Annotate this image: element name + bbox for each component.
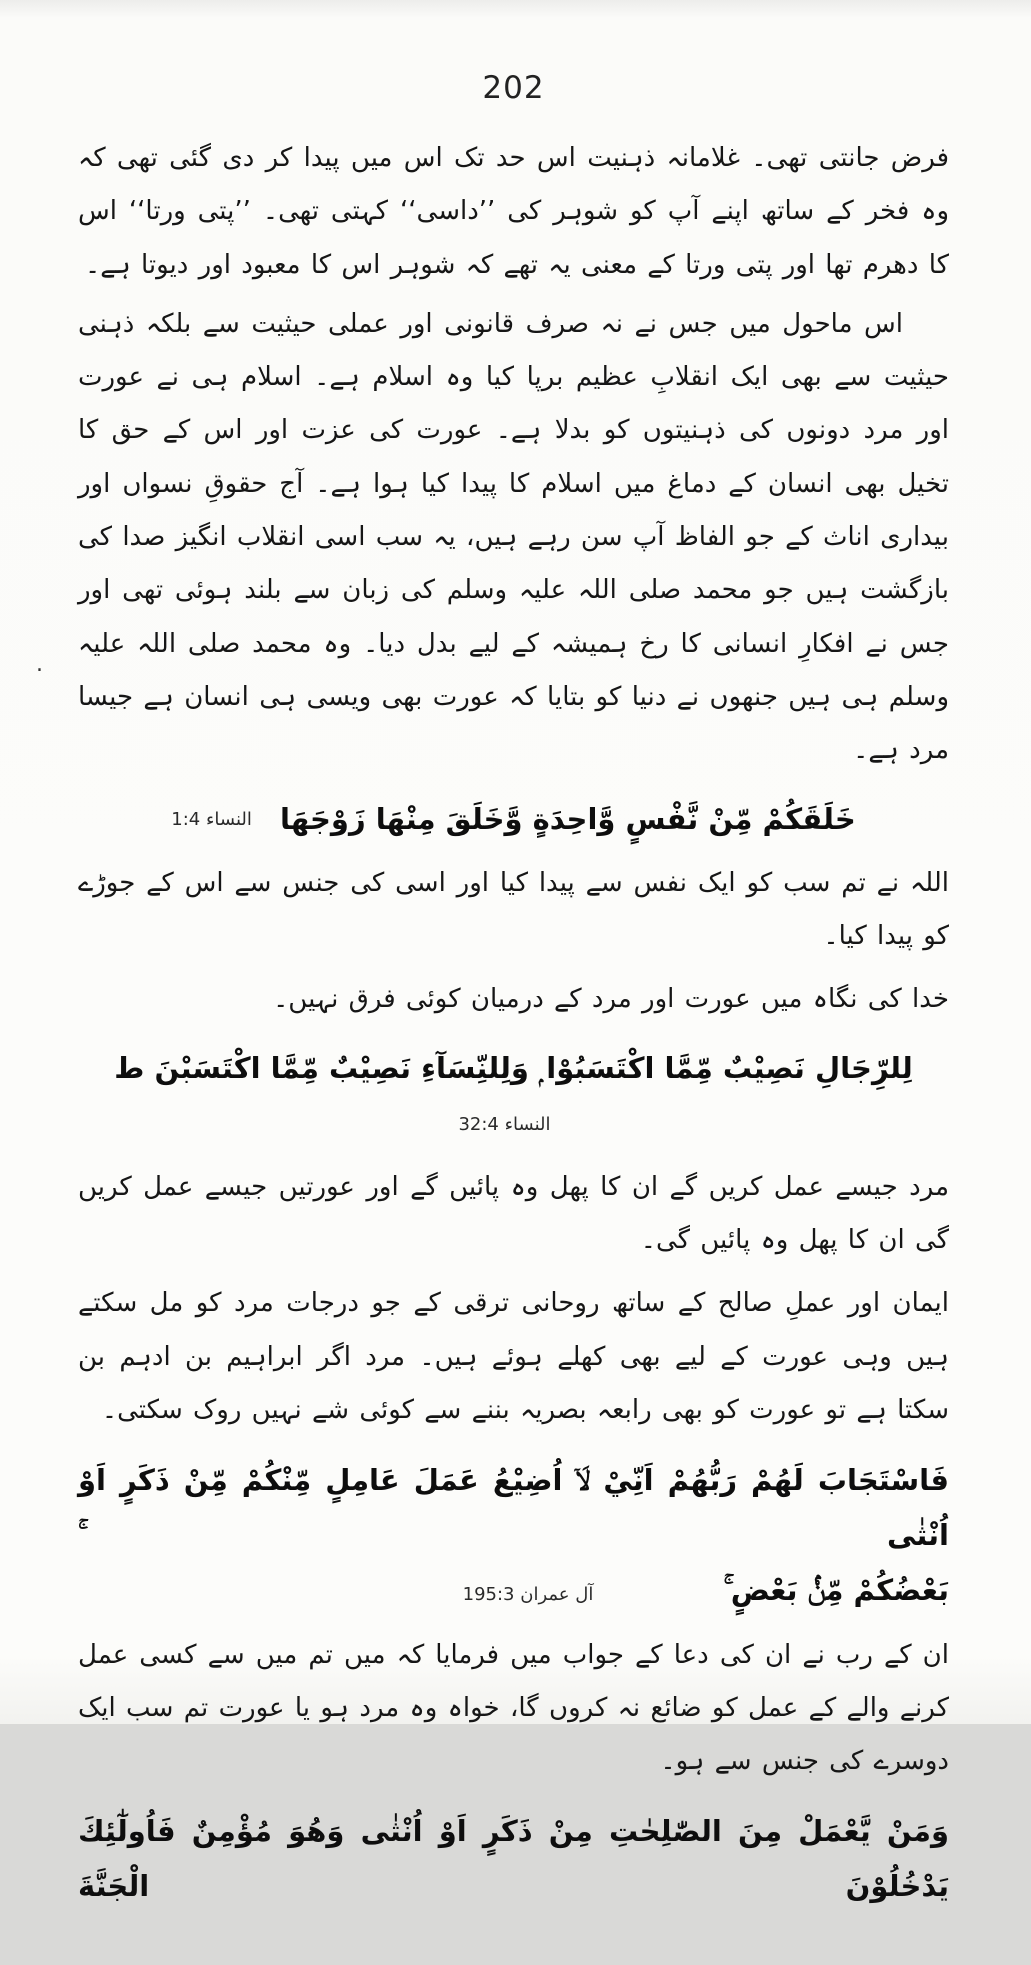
page-number: 202: [482, 70, 545, 106]
verse-text: خَلَقَكُمْ مِّنْ نَّفْسٍ وَّاحِدَةٍ وَّخَلَقَ مِنْهَا زَوْجَهَا: [280, 801, 856, 836]
verse-reference: آل عمران 195:3: [462, 1584, 594, 1606]
verse-reference: النساء 1:4: [171, 809, 252, 831]
translation-nisa-32: مرد جیسے عمل کریں گے ان کا پھل وہ پائیں گے اور عورتیں جیسے عمل کریں گی ان کا پھل وہ پائیں گی۔: [78, 1171, 949, 1256]
translation-nisa-1: اللہ نے تم سب کو ایک نفس سے پیدا کیا اور اسی کی جنس سے اس کے جوڑے کو پیدا کیا۔: [78, 867, 949, 951]
translation-aal-imran-195: ان کے رب نے ان کی دعا کے جواب میں فرمایا کہ میں تم میں سے کسی عمل کرنے والے کے عمل کو ضائع نہ کروں گا، خواہ وہ مرد ہو یا عورت تم سب ایک دوسرے کی جنس سے ہو۔: [78, 1639, 949, 1777]
verse-text: لِلرِّجَالِ نَصِيْبٌ مِّمَّا اكْتَسَبُوْا ۭ وَلِلنِّسَآءِ نَصِيْبٌ مِّمَّا اكْتَسَبْنَ ط: [114, 1050, 913, 1085]
verse-reference: النساء 32:4: [458, 1113, 551, 1135]
verse-text: بَعْضُكُمْ مِّنْۢ بَعْضٍ ۚ: [723, 1573, 949, 1608]
paragraph-islam-revolution: اس ماحول میں جس نے نہ صرف قانونی اور عملی حیثیت سے بلکہ ذہنی حیثیت سے بھی ایک انقلابِ عظیم برپا کیا وہ اسلام ہے۔ اسلام ہی نے عورت اور مرد دونوں کی ذہنیتوں کو بدلا ہے۔ عورت کی عزت اور اس کے حق کا تخیل بھی انسان کے دماغ میں اسلام کا پیدا کیا ہوا ہے۔ آج حقوقِ نسواں اور بیداری اناث کے جو الفاظ آپ سن رہے ہیں، یہ سب اسی انقلاب انگیز صدا کی بازگشت ہیں جو محمد صلی اللہ علیہ وسلم کی زبان سے بلند ہوئی تھی اور جس نے افکارِ انسانی کا رخ ہمیشہ کے لیے بدل دیا۔ وہ محمد صلی اللہ علیہ وسلم ہی ہیں جنھوں نے دنیا کو بتایا کہ عورت بھی ویسی ہی انسان ہے جیسا مرد ہے۔: [78, 308, 949, 766]
quran-verse-righteous-deeds: [78, 1804, 949, 1914]
quran-verse-nisa-1: [78, 792, 949, 847]
paragraph-no-difference: خدا کی نگاہ میں عورت اور مرد کے درمیان کوئی فرق نہیں۔: [273, 984, 949, 1015]
quran-verse-aal-imran-195: [78, 1453, 949, 1618]
verse-line-1: فَاسْتَجَابَ لَهُمْ رَبُّهُمْ اَنِّيْ لَاۤ اُضِيْعُ عَمَلَ عَامِلٍ مِّنْكُمْ مِّنْ ذَكَرٍ اَوْ اُنْثٰى ۚ: [78, 1463, 949, 1553]
quran-verse-nisa-32: [78, 1041, 949, 1151]
verse-line-2: [78, 1563, 949, 1618]
scan-artifact-dot: .: [36, 652, 43, 677]
paragraph-husband-worship: فرض جانتی تھی۔ غلامانہ ذہنیت اس حد تک اس میں پیدا کر دی گئی تھی کہ وہ فخر کے ساتھ اپنے آپ کو شوہر کی ’’داسی‘‘ کہتی تھی۔ ’’پتی ورتا‘‘ اس کا دھرم تھا اور پتی ورتا کے معنی یہ تھے کہ شوہر اس کا معبود اور دیوتا ہے۔: [78, 143, 949, 280]
verse-text: وَمَنْ يَّعْمَلْ مِنَ الصّٰلِحٰتِ مِنْ ذَكَرٍ اَوْ اُنْثٰى وَهُوَ مُؤْمِنٌ فَاُولٰٓئِكَ يَدْخُلُوْنَ الْجَنَّةَ: [78, 1814, 949, 1904]
paragraph-spiritual-ranks: ایمان اور عملِ صالح کے ساتھ روحانی ترقی کے جو درجات مرد کو مل سکتے ہیں وہی عورت کے لیے بھی کھلے ہوئے ہیں۔ مرد اگر ابراہیم بن ادہم بن سکتا ہے تو عورت کو بھی رابعہ بصریہ بننے سے کوئی شے نہیں روک سکتی۔: [78, 1288, 949, 1425]
